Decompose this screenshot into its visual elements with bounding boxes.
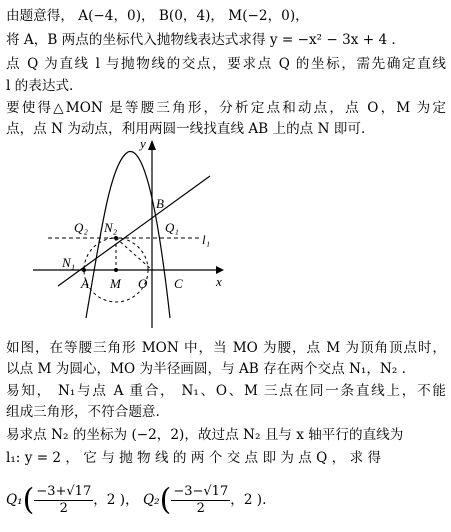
label-a: A — [81, 276, 89, 291]
label-m: M — [110, 276, 121, 291]
label-l1: l₁ — [202, 232, 211, 247]
point-n2 — [114, 236, 118, 240]
q2-label: Q₂ — [143, 492, 160, 508]
x-axis-arrow-icon — [216, 266, 224, 274]
q2-denominator: 2 — [196, 501, 205, 516]
text-line-8: 以点 M 为圆心，MO 为半径画圆，与 AB 存在两个交点 N₁，N₂ . — [6, 361, 406, 377]
point-m — [114, 268, 118, 272]
parabola-figure — [28, 138, 228, 328]
label-b: B — [156, 196, 164, 211]
label-n1: N₁ — [62, 255, 76, 270]
q1-numerator: −3+√17 — [36, 484, 92, 499]
text-line-9: 易知， N₁与点 A 重合， N₁、O、M 三点在同一条直线上，不能 — [6, 383, 446, 399]
point-a — [82, 268, 86, 272]
text-line-3: 点 Q 为直线 l 与抛物线的交点，要求点 Q 的坐标，需先确定直线 — [6, 56, 446, 72]
label-c: C — [174, 276, 183, 291]
q2-numerator: −3−√17 — [173, 484, 229, 499]
q1-open-paren: ( — [22, 482, 35, 518]
text-line-7: 如图，在等腰三角形 MON 中，当 MO 为腰，点 M 为顶角顶点时， — [6, 340, 446, 356]
q1-label: Q₁ — [6, 492, 23, 508]
q2-open-paren: ( — [159, 482, 172, 518]
text-line-1: 由题意得， A(−4，0)， B(0，4)， M(−2，0)， — [6, 8, 309, 24]
text-line-10: 组成三角形，不符合题意. — [6, 404, 160, 420]
text-line-12: l₁: y = 2 ， 它 与 抛 物 线 的 两 个 交 点 即 为 点 Q ， 求 得 — [6, 450, 382, 466]
text-line-6: 点，点 N 为动点，利用两圆一线找直线 AB 上的点 N 即可. — [6, 121, 366, 137]
label-o: O — [138, 276, 148, 291]
text-line-4: l 的表达式. — [6, 78, 74, 94]
q2-y: ，2 ). — [230, 492, 267, 508]
label-q2: Q₂ — [74, 220, 88, 235]
text-line-5: 要使得△MON 是等腰三角形，分析定点和动点，点 O，M 为定 — [6, 100, 446, 116]
q2-fraction — [171, 484, 230, 517]
label-y: y — [140, 138, 146, 151]
q1-y: ，2 )， — [93, 492, 139, 508]
label-n2: N₂ — [104, 220, 118, 235]
label-x: x — [216, 274, 222, 289]
answer-line — [6, 480, 446, 524]
y-axis-arrow-icon — [148, 140, 156, 150]
n2-to-o — [116, 238, 152, 270]
q1-denominator: 2 — [59, 501, 68, 516]
text-line-11: 易求点 N₂ 的坐标为 (−2，2)，故过点 N₂ 且与 x 轴平行的直线为 — [6, 427, 404, 443]
label-q1: Q₁ — [165, 220, 179, 235]
q1-fraction — [34, 484, 93, 517]
text-line-2: 将 A，B 两点的坐标代入抛物线表达式求得 y = −x² − 3x + 4 . — [6, 32, 396, 48]
